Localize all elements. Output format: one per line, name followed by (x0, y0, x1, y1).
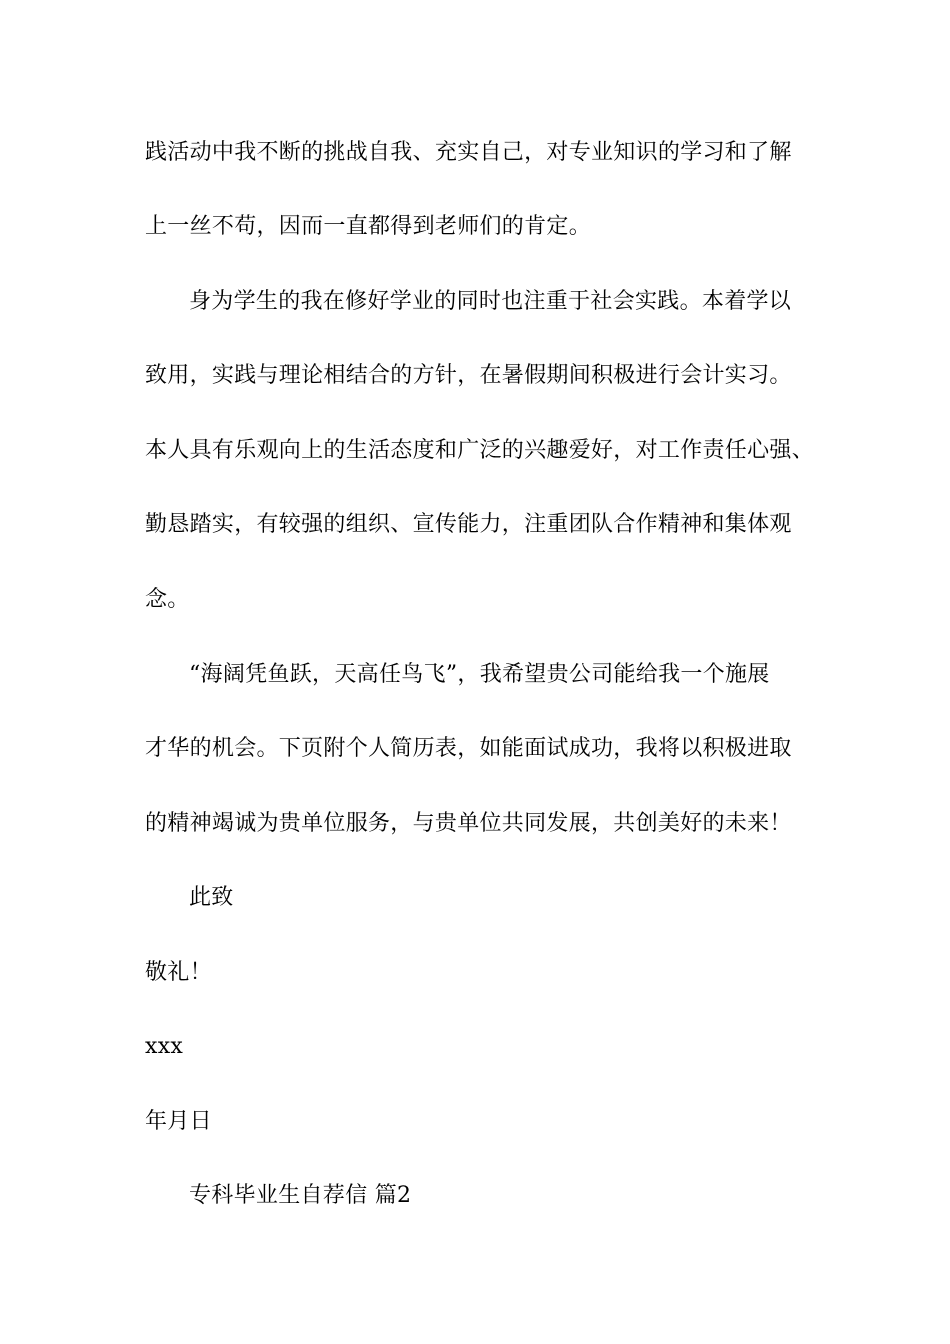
paragraph-line: 上一丝不苟，因而一直都得到老师们的肯定。 (145, 214, 592, 239)
paragraph-line: 的精神竭诚为贵单位服务，与贵单位共同发展，共创美好的未来！ (145, 811, 792, 836)
paragraph-line: 致用，实践与理论相结合的方针，在暑假期间积极进行会计实习。 (145, 363, 792, 388)
paragraph-line: 勤恳踏实，有较强的组织、宣传能力，注重团队合作精神和集体观 (145, 512, 792, 537)
closing-salutation: 此致 (189, 885, 234, 910)
signature-name: xxx (145, 1034, 184, 1059)
paragraph-line: 践活动中我不断的挑战自我、充实自己，对专业知识的学习和了解 (145, 140, 792, 165)
closing-regards: 敬礼！ (145, 960, 212, 985)
paragraph-line: 本人具有乐观向上的生活态度和广泛的兴趣爱好，对工作责任心强、 (145, 438, 815, 463)
paragraph-line: 念。 (145, 587, 190, 612)
paragraph-line: “海阔凭鱼跃，天高任鸟飞”，我希望贵公司能给我一个施展 (189, 662, 770, 687)
section-heading: 专科毕业生自荐信 篇2 (189, 1183, 412, 1208)
signature-date: 年月日 (145, 1109, 212, 1134)
paragraph-line: 身为学生的我在修好学业的同时也注重于社会实践。本着学以 (189, 289, 792, 314)
paragraph-line: 才华的机会。下页附个人简历表，如能面试成功，我将以积极进取 (145, 736, 792, 761)
